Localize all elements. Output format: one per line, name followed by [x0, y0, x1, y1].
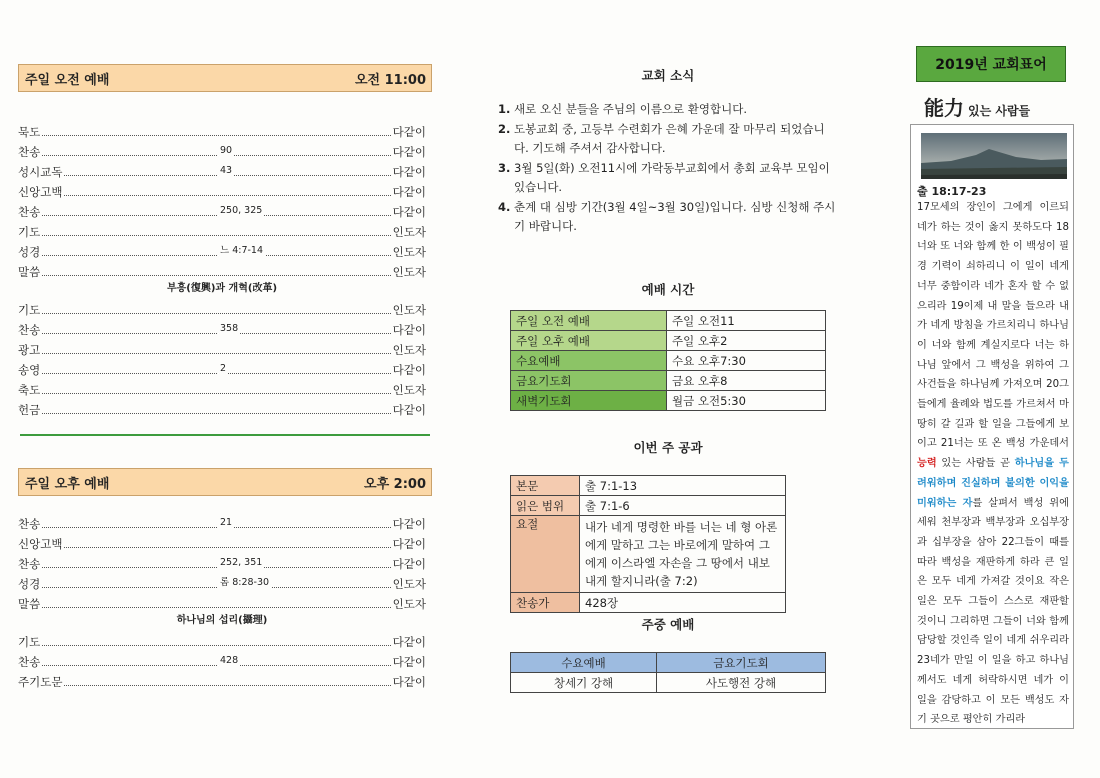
order-row: [18, 572, 426, 592]
afternoon-service-time: 오후 2:00: [364, 476, 426, 492]
order-item-name: 찬송: [18, 655, 41, 669]
section-divider: [20, 434, 430, 436]
table-row: 본문 출 7:1-13: [511, 476, 786, 496]
order-item-name: 말씀: [18, 597, 41, 611]
order-item-role: 다같이: [392, 205, 426, 219]
table-row: 창세기 강해 사도행전 강해: [511, 673, 826, 693]
order-row: [18, 532, 426, 552]
dotted-leader: [42, 215, 390, 216]
order-row: [18, 378, 426, 398]
dotted-leader: [42, 587, 390, 588]
order-item-name: 찬송: [18, 145, 41, 159]
order-item-role: 다같이: [392, 323, 426, 337]
order-row: [18, 398, 426, 418]
order-row: [18, 200, 426, 220]
order-row: [18, 220, 426, 240]
order-item-name: 헌금: [18, 403, 41, 417]
order-row: [18, 552, 426, 572]
morning-service-header: [18, 64, 432, 92]
order-item-name: 찬송: [18, 557, 41, 571]
highlight-red: 능력: [917, 458, 937, 470]
verse-reference: 출 18:17-23: [917, 185, 987, 198]
order-item-role: 다같이: [392, 145, 426, 159]
order-row: [18, 358, 426, 378]
order-item-role: 인도자: [392, 383, 426, 397]
order-item-detail: 2: [220, 363, 227, 374]
order-item-name: 성시교독: [18, 165, 63, 179]
order-item-name: 말씀: [18, 265, 41, 279]
order-item-role: 인도자: [392, 245, 426, 259]
morning-service-time: 오전 11:00: [354, 72, 426, 88]
dotted-leader: [42, 393, 390, 394]
midweek-table: [510, 652, 826, 693]
order-item-detail: 358: [220, 323, 239, 334]
order-row: [18, 120, 426, 140]
order-item-name: 기도: [18, 635, 41, 649]
dotted-leader: [64, 685, 390, 686]
dotted-leader: [42, 313, 390, 314]
dotted-leader: [42, 235, 390, 236]
order-item-name: 성경: [18, 245, 41, 259]
order-item-name: 축도: [18, 383, 41, 397]
order-row: [18, 512, 426, 532]
midweek-title: 주중 예배: [641, 617, 695, 632]
news-item: 1. 새로 오신 분들을 주님의 이름으로 환영합니다.: [498, 102, 748, 116]
order-row: [18, 298, 426, 318]
order-item-role: 다같이: [392, 125, 426, 139]
order-item-detail: 21: [220, 517, 233, 528]
table-row: 주일 오전 예배 주일 오전11: [511, 311, 826, 331]
mountain-landscape-image: [921, 133, 1067, 179]
motto-heading: [924, 92, 1030, 121]
afternoon-service-title: 주일 오후 예배: [25, 476, 110, 492]
dotted-leader: [42, 413, 390, 414]
dotted-leader: [42, 607, 390, 608]
dotted-leader: [42, 567, 390, 568]
order-item-name: 송영: [18, 363, 41, 377]
order-item-role: 다같이: [392, 655, 426, 669]
order-item-role: 다같이: [392, 675, 426, 689]
order-item-name: 신앙고백: [18, 537, 63, 551]
order-item-name: 기도: [18, 225, 41, 239]
order-row: [18, 670, 426, 690]
schedule-table: [510, 310, 826, 411]
dotted-leader: [42, 373, 390, 374]
order-row: [18, 160, 426, 180]
order-item-detail: 롬 8:28-30: [220, 577, 270, 588]
order-item-role: 인도자: [392, 303, 426, 317]
verse-box: [910, 124, 1074, 729]
news-item: 2. 도봉교회 중, 고등부 수련회가 은혜 가운데 잘 마무리 되었습니다. 기도해 주셔서 감사합니다.: [498, 121, 825, 155]
dotted-leader: [42, 527, 390, 528]
motto-big-text: 能力: [924, 96, 964, 120]
table-row: 금요기도회 금요 오후8: [511, 371, 826, 391]
afternoon-order-list: [18, 512, 426, 690]
order-item-role: 인도자: [392, 343, 426, 357]
highlight-blue: 하나님을 두려워하며 진실하며 불의한 이익을 미워하는 자: [917, 458, 1069, 509]
order-row: [18, 318, 426, 338]
dotted-leader: [64, 195, 390, 196]
order-item-name: 찬송: [18, 323, 41, 337]
dotted-leader: [42, 135, 390, 136]
table-row: 읽은 범위 출 7:1-6: [511, 496, 786, 516]
morning-order-list: [18, 120, 426, 418]
order-item-role: 다같이: [392, 557, 426, 571]
order-item-detail: 428: [220, 655, 239, 666]
table-row: 요절 내가 네게 명령한 바를 너는 네 형 아론에게 말하고 그는 바로에게 말하여 그에게 이스라엘 자손을 그 땅에서 내보내게 할지니라(출 7:2): [511, 516, 786, 593]
morning-sermon-title: 부흥(復興)과 개혁(改革): [166, 283, 278, 294]
order-item-name: 기도: [18, 303, 41, 317]
schedule-title: 예배 시간: [641, 282, 695, 297]
order-item-detail: 250, 325: [220, 205, 263, 216]
order-item-name: 성경: [18, 577, 41, 591]
morning-service-title: 주일 오전 예배: [25, 72, 110, 88]
order-item-name: 주기도문: [18, 675, 63, 689]
order-item-role: 다같이: [392, 165, 426, 179]
news-title: 교회 소식: [641, 68, 695, 83]
dotted-leader: [42, 353, 390, 354]
lesson-title: 이번 주 공과: [633, 440, 703, 455]
order-row: [18, 592, 426, 612]
dotted-leader: [42, 255, 390, 256]
dotted-leader: [42, 275, 390, 276]
motto-small-text: 있는 사람들: [968, 104, 1031, 118]
order-item-role: 인도자: [392, 265, 426, 279]
order-item-role: 인도자: [392, 577, 426, 591]
order-item-role: 다같이: [392, 537, 426, 551]
table-row: 수요예배 수요 오후7:30: [511, 351, 826, 371]
order-row: [18, 140, 426, 160]
order-item-detail: 느 4:7-14: [220, 245, 264, 256]
table-row: 주일 오후 예배 주일 오후2: [511, 331, 826, 351]
dotted-leader: [42, 645, 390, 646]
order-item-role: 다같이: [392, 403, 426, 417]
verse-text: 17모세의 장인이 그에게 이르되 네가 하는 것이 옳지 못하도다 18너와 또 너와 함께 한 이 백성이 필경 기력이 쇠하리니 이 일이 네게 너무 중함이라 네가 혼자 할 수 없으리라 19이제 내 말을 들으라 내가 네게 방침을 가르치리니 하나님이 너와 함께 계실지로다 너는 하나님 앞에서 그 백성을 위하여 그 사건들을 하나님께 가져오며 20그들에게 율례와 법도를 가르쳐서 마땅히 갈 길과 할 일을 그들에게 보이고 21너는 또 온 백성 가운데서 능력 있는 사람들 곧 하나님을 두려워하며 진실하며 불의한 이익을 미워하는 자를 살펴서 백성 위에 세워 천부장과 백부장과 오십부장과 십부장을 삼아 22그들이 때를 따라 백성을 재판하게 하라 큰 일은 모두 네게 가져갈 것이요 작은 일은 모두 그들이 스스로 재판할 것이니 그리하면 그들이 너와 함께 담당할 것인즉 일이 네게 쉬우리라 23네가 만일 이 일을 하고 하나님께서도 네게 허락하시면 네가 이 일을 감당하고 이 모든 백성도 자기 곳으로 평안히 가리라: [917, 202, 1069, 726]
order-item-role: 인도자: [392, 597, 426, 611]
afternoon-sermon-title: 하나님의 섭리(攝理): [176, 615, 268, 626]
order-item-role: 다같이: [392, 363, 426, 377]
dotted-leader: [42, 665, 390, 666]
order-item-name: 찬송: [18, 205, 41, 219]
order-item-detail: 90: [220, 145, 233, 156]
dotted-leader: [42, 333, 390, 334]
order-item-name: 찬송: [18, 517, 41, 531]
table-row: 수요예배 금요기도회: [511, 653, 826, 673]
afternoon-service-header: [18, 468, 432, 496]
table-row: 찬송가 428장: [511, 593, 786, 613]
order-item-name: 묵도: [18, 125, 41, 139]
order-item-detail: 43: [220, 165, 233, 176]
order-item-role: 다같이: [392, 517, 426, 531]
lesson-table: [510, 475, 786, 613]
motto-banner: 2019년 교회표어: [916, 46, 1066, 82]
order-row: [18, 240, 426, 260]
order-item-name: 광고: [18, 343, 41, 357]
news-item: 3. 3월 5일(화) 오전11시에 가락동부교회에서 총회 교육부 모임이 있습니다.: [498, 160, 830, 194]
order-row: [18, 338, 426, 358]
dotted-leader: [42, 155, 390, 156]
order-item-role: 다같이: [392, 635, 426, 649]
news-list: [498, 100, 838, 237]
order-item-detail: 252, 351: [220, 557, 263, 568]
order-item-name: 신앙고백: [18, 185, 63, 199]
dotted-leader: [64, 547, 390, 548]
table-row: 새벽기도회 월금 오전5:30: [511, 391, 826, 411]
news-item: 4. 춘계 대 심방 기간(3월 4일~3월 30일)입니다. 심방 신청해 주시기 바랍니다.: [498, 199, 836, 233]
order-item-role: 인도자: [392, 225, 426, 239]
order-row: [18, 630, 426, 650]
order-row: [18, 650, 426, 670]
order-row: [18, 260, 426, 280]
order-item-role: 다같이: [392, 185, 426, 199]
order-row: [18, 180, 426, 200]
